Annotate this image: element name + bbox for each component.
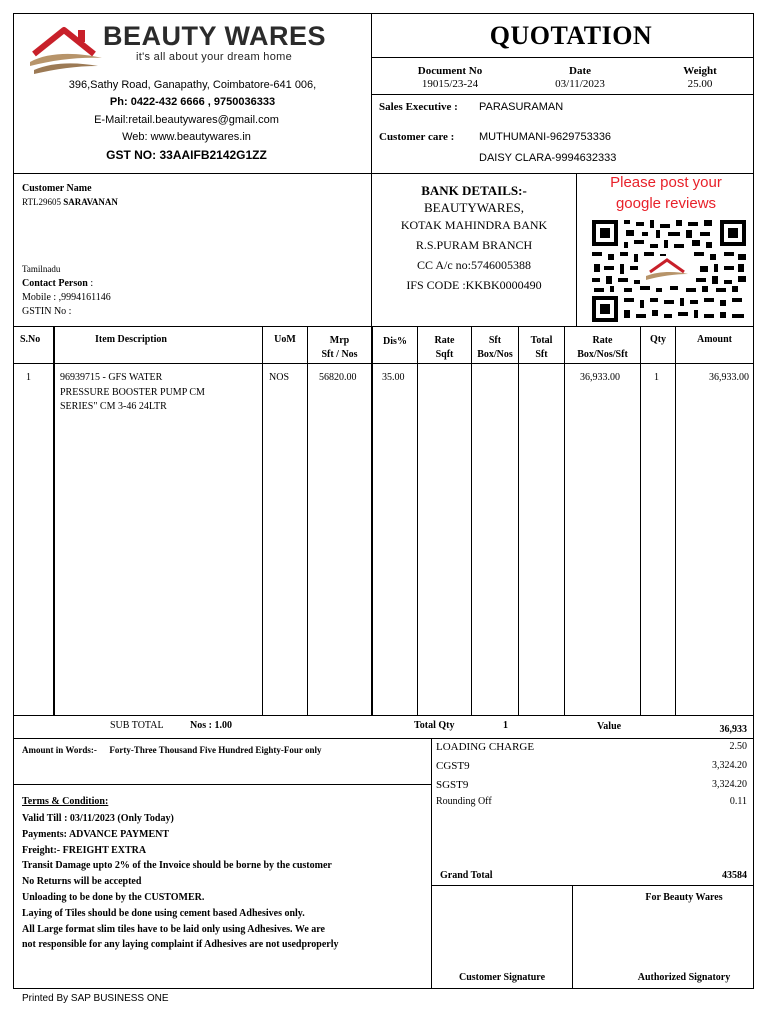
terms-line: No Returns will be accepted xyxy=(22,876,142,888)
col-header-sft-line1: Sft xyxy=(488,335,502,346)
col-header-total-line2: Sft xyxy=(535,349,548,360)
customer-care-value-2: DAISY CLARA-9994632333 xyxy=(479,152,617,164)
bank-ifsc: IFS CODE :KKBK0000490 xyxy=(406,278,542,292)
customer-care-value-1: MUTHUMANI-9629753336 xyxy=(479,131,612,143)
doc-no-label: Document No xyxy=(417,65,483,77)
weight-label: Weight xyxy=(683,65,717,77)
customer-care-label: Customer care : xyxy=(379,131,455,143)
subtotal-nos: Nos : 1.00 xyxy=(190,720,232,731)
col-header-rate-sqft xyxy=(418,334,471,362)
qr-code-icon xyxy=(590,218,748,324)
company-logo xyxy=(26,24,106,74)
company-address: 396,Sathy Road, Ganapathy, Coimbatore-641 006, xyxy=(68,79,317,91)
bank-title: BANK DETAILS:- xyxy=(421,183,527,198)
row-sno: 1 xyxy=(26,372,31,383)
terms-list xyxy=(22,811,339,953)
sales-executive-value: PARASURAMAN xyxy=(479,101,564,113)
terms-line: Unloading to be done by the CUSTOMER. xyxy=(22,891,205,903)
grand-total-label: Grand Total xyxy=(440,870,493,881)
row-description xyxy=(60,371,205,415)
customer-signature-label: Customer Signature xyxy=(458,972,546,983)
row-discount: 35.00 xyxy=(382,372,405,383)
company-phone: Ph: 0422-432 6666 , 9750036333 xyxy=(109,96,276,108)
col-header-rate-box-line2: Box/Nos/Sft xyxy=(577,349,628,360)
company-gst: GST NO: 33AAIFB2142G1ZZ xyxy=(106,148,267,162)
customer-name-label: Customer Name xyxy=(22,183,92,194)
cgst-value: 3,324.20 xyxy=(712,760,747,771)
customer-state: Tamilnadu xyxy=(22,264,61,274)
col-header-rate-box-line1: Rate xyxy=(592,335,613,346)
col-header-total-sft xyxy=(519,334,564,362)
terms-line: Transit Damage upto 2% of the Invoice should be borne by the customer xyxy=(22,860,332,872)
col-header-amount: Amount xyxy=(696,334,732,345)
contact-person-label: Contact Person xyxy=(22,278,88,289)
date-value: 03/11/2023 xyxy=(555,78,605,90)
sales-executive-label: Sales Executive : xyxy=(379,101,458,113)
customer-name: SARAVANAN xyxy=(63,197,118,207)
date-label: Date xyxy=(569,65,591,77)
terms-line: All Large format slim tiles have to be laid only using Adhesives. We are xyxy=(22,923,325,935)
customer-gstin: GSTIN No : xyxy=(22,306,72,317)
value-label: Value xyxy=(597,721,622,732)
terms-line: Valid Till : 03/11/2023 (Only Today) xyxy=(22,813,174,824)
contact-person xyxy=(22,278,93,289)
col-header-qty: Qty xyxy=(649,334,667,345)
col-header-rate-box xyxy=(565,334,640,362)
total-qty-label: Total Qty xyxy=(414,720,455,731)
company-tagline: it's all about your dream home xyxy=(136,51,293,63)
rounding-off-label: Rounding Off xyxy=(436,796,492,807)
sgst-label: SGST9 xyxy=(436,779,469,791)
customer-code: RTL29605 xyxy=(22,197,61,207)
authorized-signatory-label: Authorized Signatory xyxy=(637,972,731,983)
rounding-off-value: 0.11 xyxy=(729,796,747,807)
value-amount: 36,933 xyxy=(719,724,747,735)
contact-person-value: : xyxy=(90,278,94,289)
row-description-line1: 96939715 - GFS WATER xyxy=(60,372,163,383)
review-text-1: Please post your xyxy=(610,174,722,191)
loading-charge-value: 2.50 xyxy=(729,741,747,752)
grand-total-value: 43584 xyxy=(722,870,747,881)
document-title: QUOTATION xyxy=(489,21,653,50)
amount-in-words xyxy=(22,745,321,755)
col-header-sno: S.No xyxy=(20,334,41,345)
amount-in-words-value: Forty-Three Thousand Five Hundred Eighty-Four only xyxy=(109,745,322,755)
row-description-line3: SERIES" CM 3-46 24LTR xyxy=(60,401,167,412)
company-email: E-Mail:retail.beautywares@gmail.com xyxy=(94,114,279,126)
col-header-description: Item Description xyxy=(95,334,167,345)
col-header-uom: UoM xyxy=(274,334,296,345)
weight-value: 25.00 xyxy=(687,78,713,90)
printed-by: Printed By SAP BUSINESS ONE xyxy=(22,993,169,1004)
bank-account-name: BEAUTYWARES, xyxy=(423,200,525,215)
total-qty-value: 1 xyxy=(503,720,508,731)
customer-code-name xyxy=(22,197,118,207)
row-rate-box: 36,933.00 xyxy=(580,372,620,383)
terms-line: Freight:- FREIGHT EXTRA xyxy=(22,844,147,856)
col-header-total-line1: Total xyxy=(530,335,553,346)
col-header-mrp xyxy=(308,334,371,362)
house-logo-icon xyxy=(26,24,106,74)
terms-line: Payments: ADVANCE PAYMENT xyxy=(22,828,170,840)
row-description-line2: PRESSURE BOOSTER PUMP CM xyxy=(60,386,205,398)
col-header-mrp-line2: Sft / Nos xyxy=(321,349,358,360)
col-header-discount: Dis% xyxy=(383,336,407,347)
terms-line: Laying of Tiles should be done using cement based Adhesives only. xyxy=(22,907,305,919)
doc-no-value: 19015/23-24 xyxy=(421,78,479,90)
row-amount: 36,933.00 xyxy=(709,372,749,383)
review-text-2: google reviews xyxy=(615,195,717,212)
col-header-mrp-line1: Mrp xyxy=(329,335,350,346)
row-uom: NOS xyxy=(269,372,290,383)
customer-mobile: Mobile : ,9994161146 xyxy=(22,292,111,303)
col-header-rate-line2: Sqft xyxy=(435,349,454,360)
col-header-rate-line1: Rate xyxy=(434,335,455,346)
for-company-label: For Beauty Wares xyxy=(645,892,723,903)
sgst-value: 3,324.20 xyxy=(712,779,747,790)
subtotal-label: SUB TOTAL xyxy=(110,720,164,731)
terms-title: Terms & Condition: xyxy=(22,796,109,807)
review-qr-code[interactable] xyxy=(590,218,748,324)
company-website: Web: www.beautywares.in xyxy=(122,131,251,143)
bank-name: KOTAK MAHINDRA BANK xyxy=(400,218,548,232)
bank-account-no: CC A/c no:5746005388 xyxy=(416,258,531,272)
row-qty: 1 xyxy=(654,372,659,383)
cgst-label: CGST9 xyxy=(436,760,470,772)
terms-line: not responsible for any laying complaint if Adhesives are not usedproperly xyxy=(22,939,339,951)
company-name: BEAUTY WARES xyxy=(103,21,327,51)
col-header-sft-box xyxy=(472,334,518,362)
col-header-sft-line2: Box/Nos xyxy=(477,349,513,360)
loading-charge-label: LOADING CHARGE xyxy=(436,741,535,753)
amount-in-words-label: Amount in Words:- xyxy=(22,745,97,755)
row-mrp: 56820.00 xyxy=(319,372,357,383)
bank-branch: R.S.PURAM BRANCH xyxy=(415,238,533,252)
